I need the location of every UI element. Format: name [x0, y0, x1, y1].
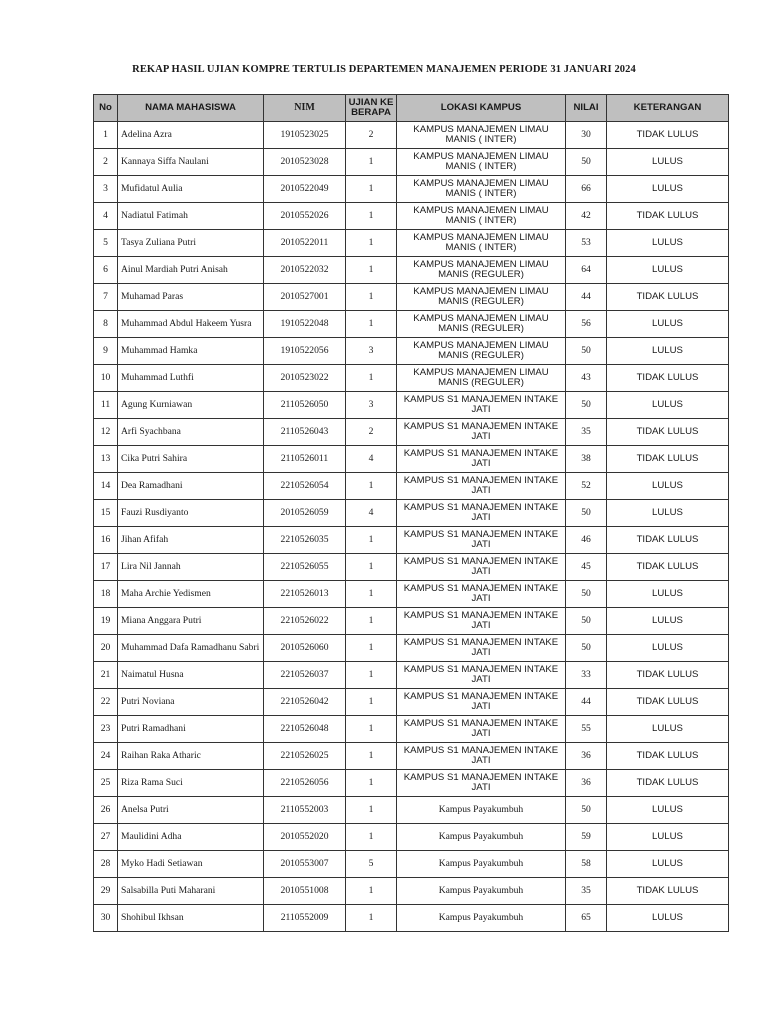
cell-nilai: 52 [566, 473, 607, 500]
cell-lokasi-kampus: KAMPUS MANAJEMEN LIMAU MANIS ( INTER) [397, 149, 566, 176]
cell-lokasi-kampus: KAMPUS S1 MANAJEMEN INTAKE JATI [397, 608, 566, 635]
cell-nama-mahasiswa: Putri Ramadhani [118, 716, 264, 743]
cell-nim: 2010526059 [264, 500, 346, 527]
cell-nilai: 50 [566, 392, 607, 419]
cell-lokasi-kampus: KAMPUS S1 MANAJEMEN INTAKE JATI [397, 716, 566, 743]
cell-ujian-ke: 2 [346, 419, 397, 446]
cell-ujian-ke: 1 [346, 797, 397, 824]
cell-nim: 2010523022 [264, 365, 346, 392]
cell-nim: 2210526025 [264, 743, 346, 770]
cell-no: 9 [94, 338, 118, 365]
table-row [94, 662, 729, 689]
cell-nama-mahasiswa: Adelina Azra [118, 122, 264, 149]
cell-ujian-ke: 1 [346, 662, 397, 689]
cell-ujian-ke: 1 [346, 365, 397, 392]
cell-lokasi-kampus: KAMPUS MANAJEMEN LIMAU MANIS ( INTER) [397, 122, 566, 149]
cell-nilai: 50 [566, 500, 607, 527]
cell-keterangan: TIDAK LULUS [607, 554, 729, 581]
cell-nim: 2010553007 [264, 851, 346, 878]
cell-nim: 2210526022 [264, 608, 346, 635]
cell-nilai: 43 [566, 365, 607, 392]
cell-nim: 2210526055 [264, 554, 346, 581]
cell-nama-mahasiswa: Fauzi Rusdiyanto [118, 500, 264, 527]
header-no: No [94, 95, 118, 122]
cell-no: 22 [94, 689, 118, 716]
cell-lokasi-kampus: KAMPUS MANAJEMEN LIMAU MANIS ( INTER) [397, 203, 566, 230]
cell-nama-mahasiswa: Arfi Syachbana [118, 419, 264, 446]
cell-nim: 2010522032 [264, 257, 346, 284]
cell-nim: 2110552009 [264, 905, 346, 932]
cell-nim: 2110552003 [264, 797, 346, 824]
cell-lokasi-kampus: KAMPUS MANAJEMEN LIMAU MANIS ( INTER) [397, 230, 566, 257]
cell-nim: 2210526048 [264, 716, 346, 743]
cell-keterangan: LULUS [607, 311, 729, 338]
cell-ujian-ke: 1 [346, 608, 397, 635]
cell-nim: 2210526054 [264, 473, 346, 500]
cell-nilai: 55 [566, 716, 607, 743]
cell-nilai: 35 [566, 878, 607, 905]
table-row [94, 851, 729, 878]
cell-no: 24 [94, 743, 118, 770]
cell-nama-mahasiswa: Myko Hadi Setiawan [118, 851, 264, 878]
cell-no: 30 [94, 905, 118, 932]
cell-nim: 1910523025 [264, 122, 346, 149]
cell-lokasi-kampus: KAMPUS S1 MANAJEMEN INTAKE JATI [397, 743, 566, 770]
cell-no: 3 [94, 176, 118, 203]
header-nilai: NILAI [566, 95, 607, 122]
cell-lokasi-kampus: KAMPUS S1 MANAJEMEN INTAKE JATI [397, 662, 566, 689]
cell-ujian-ke: 1 [346, 824, 397, 851]
cell-nilai: 50 [566, 581, 607, 608]
cell-keterangan: LULUS [607, 338, 729, 365]
table-row [94, 446, 729, 473]
cell-nilai: 45 [566, 554, 607, 581]
table-row [94, 581, 729, 608]
cell-lokasi-kampus: KAMPUS S1 MANAJEMEN INTAKE JATI [397, 392, 566, 419]
cell-keterangan: LULUS [607, 716, 729, 743]
cell-nama-mahasiswa: Raihan Raka Atharic [118, 743, 264, 770]
cell-nama-mahasiswa: Muhammad Abdul Hakeem Yusra [118, 311, 264, 338]
cell-no: 29 [94, 878, 118, 905]
table-row [94, 554, 729, 581]
cell-keterangan: TIDAK LULUS [607, 419, 729, 446]
cell-no: 27 [94, 824, 118, 851]
cell-nama-mahasiswa: Tasya Zuliana Putri [118, 230, 264, 257]
cell-nama-mahasiswa: Muhammad Luthfi [118, 365, 264, 392]
cell-nim: 2010523028 [264, 149, 346, 176]
cell-nama-mahasiswa: Mufidatul Aulia [118, 176, 264, 203]
cell-lokasi-kampus: KAMPUS S1 MANAJEMEN INTAKE JATI [397, 419, 566, 446]
cell-no: 18 [94, 581, 118, 608]
cell-ujian-ke: 1 [346, 554, 397, 581]
cell-ujian-ke: 1 [346, 743, 397, 770]
cell-nilai: 50 [566, 338, 607, 365]
cell-nilai: 66 [566, 176, 607, 203]
cell-nim: 2010527001 [264, 284, 346, 311]
cell-keterangan: LULUS [607, 797, 729, 824]
table-row [94, 419, 729, 446]
header-lokasi-kampus: LOKASI KAMPUS [397, 95, 566, 122]
cell-lokasi-kampus: KAMPUS S1 MANAJEMEN INTAKE JATI [397, 689, 566, 716]
cell-nama-mahasiswa: Putri Noviana [118, 689, 264, 716]
cell-no: 11 [94, 392, 118, 419]
cell-nama-mahasiswa: Salsabilla Puti Maharani [118, 878, 264, 905]
cell-nim: 2210526037 [264, 662, 346, 689]
cell-no: 1 [94, 122, 118, 149]
cell-lokasi-kampus: KAMPUS MANAJEMEN LIMAU MANIS (REGULER) [397, 311, 566, 338]
cell-no: 19 [94, 608, 118, 635]
table-row [94, 203, 729, 230]
cell-nim: 2210526013 [264, 581, 346, 608]
cell-no: 14 [94, 473, 118, 500]
table-row [94, 365, 729, 392]
cell-nilai: 50 [566, 149, 607, 176]
cell-nim: 2210526035 [264, 527, 346, 554]
table-row [94, 716, 729, 743]
cell-ujian-ke: 1 [346, 689, 397, 716]
cell-nama-mahasiswa: Maulidini Adha [118, 824, 264, 851]
cell-keterangan: LULUS [607, 500, 729, 527]
cell-nilai: 64 [566, 257, 607, 284]
cell-no: 15 [94, 500, 118, 527]
cell-lokasi-kampus: KAMPUS MANAJEMEN LIMAU MANIS (REGULER) [397, 284, 566, 311]
cell-no: 7 [94, 284, 118, 311]
cell-keterangan: LULUS [607, 257, 729, 284]
cell-ujian-ke: 1 [346, 230, 397, 257]
document-title: REKAP HASIL UJIAN KOMPRE TERTULIS DEPARTEMEN MANAJEMEN PERIODE 31 JANUARI 2024 [132, 64, 636, 75]
cell-ujian-ke: 1 [346, 878, 397, 905]
cell-nilai: 50 [566, 797, 607, 824]
cell-nilai: 44 [566, 284, 607, 311]
cell-nama-mahasiswa: Maha Archie Yedismen [118, 581, 264, 608]
table-row [94, 527, 729, 554]
cell-nama-mahasiswa: Muhammad Hamka [118, 338, 264, 365]
cell-ujian-ke: 1 [346, 716, 397, 743]
cell-ujian-ke: 1 [346, 149, 397, 176]
cell-nilai: 42 [566, 203, 607, 230]
cell-keterangan: TIDAK LULUS [607, 689, 729, 716]
cell-lokasi-kampus: Kampus Payakumbuh [397, 851, 566, 878]
cell-keterangan: LULUS [607, 851, 729, 878]
cell-lokasi-kampus: Kampus Payakumbuh [397, 797, 566, 824]
header-ujian-ke: UJIAN KE BERAPA [346, 95, 397, 122]
cell-lokasi-kampus: KAMPUS MANAJEMEN LIMAU MANIS (REGULER) [397, 257, 566, 284]
cell-no: 6 [94, 257, 118, 284]
cell-lokasi-kampus: Kampus Payakumbuh [397, 905, 566, 932]
cell-lokasi-kampus: KAMPUS S1 MANAJEMEN INTAKE JATI [397, 446, 566, 473]
cell-ujian-ke: 2 [346, 122, 397, 149]
cell-lokasi-kampus: KAMPUS MANAJEMEN LIMAU MANIS (REGULER) [397, 365, 566, 392]
table-row [94, 905, 729, 932]
cell-nim: 2110526050 [264, 392, 346, 419]
cell-nilai: 44 [566, 689, 607, 716]
cell-nim: 2010522011 [264, 230, 346, 257]
cell-no: 17 [94, 554, 118, 581]
cell-keterangan: TIDAK LULUS [607, 878, 729, 905]
cell-nim: 2110526043 [264, 419, 346, 446]
cell-nilai: 36 [566, 770, 607, 797]
cell-lokasi-kampus: KAMPUS S1 MANAJEMEN INTAKE JATI [397, 581, 566, 608]
cell-ujian-ke: 1 [346, 635, 397, 662]
header-nama-mahasiswa: NAMA MAHASISWA [118, 95, 264, 122]
cell-no: 5 [94, 230, 118, 257]
cell-nama-mahasiswa: Kannaya Siffa Naulani [118, 149, 264, 176]
cell-lokasi-kampus: KAMPUS S1 MANAJEMEN INTAKE JATI [397, 500, 566, 527]
cell-no: 4 [94, 203, 118, 230]
cell-lokasi-kampus: KAMPUS S1 MANAJEMEN INTAKE JATI [397, 473, 566, 500]
cell-nama-mahasiswa: Ainul Mardiah Putri Anisah [118, 257, 264, 284]
cell-no: 26 [94, 797, 118, 824]
cell-no: 12 [94, 419, 118, 446]
table-row [94, 473, 729, 500]
table-row [94, 797, 729, 824]
cell-nama-mahasiswa: Miana Anggara Putri [118, 608, 264, 635]
table-row [94, 824, 729, 851]
cell-nama-mahasiswa: Shohibul Ikhsan [118, 905, 264, 932]
cell-lokasi-kampus: Kampus Payakumbuh [397, 878, 566, 905]
cell-ujian-ke: 4 [346, 446, 397, 473]
cell-nama-mahasiswa: Muhamad Paras [118, 284, 264, 311]
cell-keterangan: LULUS [607, 581, 729, 608]
cell-keterangan: LULUS [607, 635, 729, 662]
cell-nama-mahasiswa: Naimatul Husna [118, 662, 264, 689]
cell-keterangan: TIDAK LULUS [607, 770, 729, 797]
table-row [94, 635, 729, 662]
table-row [94, 149, 729, 176]
table-row [94, 743, 729, 770]
cell-nilai: 58 [566, 851, 607, 878]
cell-nilai: 35 [566, 419, 607, 446]
cell-no: 21 [94, 662, 118, 689]
cell-lokasi-kampus: KAMPUS MANAJEMEN LIMAU MANIS ( INTER) [397, 176, 566, 203]
cell-nilai: 30 [566, 122, 607, 149]
cell-keterangan: LULUS [607, 905, 729, 932]
table-row [94, 176, 729, 203]
cell-lokasi-kampus: KAMPUS S1 MANAJEMEN INTAKE JATI [397, 554, 566, 581]
cell-nama-mahasiswa: Jihan Afifah [118, 527, 264, 554]
cell-nim: 2010551008 [264, 878, 346, 905]
cell-nilai: 56 [566, 311, 607, 338]
table-row [94, 770, 729, 797]
cell-ujian-ke: 1 [346, 203, 397, 230]
header-nim: NIM [264, 95, 346, 122]
cell-ujian-ke: 3 [346, 392, 397, 419]
cell-no: 28 [94, 851, 118, 878]
cell-no: 10 [94, 365, 118, 392]
table-row [94, 311, 729, 338]
table-row [94, 392, 729, 419]
cell-nim: 2110526011 [264, 446, 346, 473]
table-row [94, 878, 729, 905]
cell-ujian-ke: 1 [346, 311, 397, 338]
table-row [94, 338, 729, 365]
cell-lokasi-kampus: KAMPUS S1 MANAJEMEN INTAKE JATI [397, 527, 566, 554]
table-header-row [94, 95, 729, 122]
cell-keterangan: TIDAK LULUS [607, 662, 729, 689]
cell-no: 2 [94, 149, 118, 176]
cell-nilai: 50 [566, 608, 607, 635]
table-row [94, 284, 729, 311]
cell-nilai: 53 [566, 230, 607, 257]
cell-keterangan: LULUS [607, 230, 729, 257]
cell-ujian-ke: 1 [346, 473, 397, 500]
cell-keterangan: LULUS [607, 392, 729, 419]
cell-lokasi-kampus: KAMPUS S1 MANAJEMEN INTAKE JATI [397, 635, 566, 662]
cell-keterangan: TIDAK LULUS [607, 743, 729, 770]
cell-ujian-ke: 1 [346, 257, 397, 284]
table-row [94, 689, 729, 716]
cell-ujian-ke: 1 [346, 176, 397, 203]
cell-no: 23 [94, 716, 118, 743]
cell-nim: 2010552020 [264, 824, 346, 851]
cell-nama-mahasiswa: Dea Ramadhani [118, 473, 264, 500]
cell-nilai: 36 [566, 743, 607, 770]
cell-ujian-ke: 5 [346, 851, 397, 878]
cell-nim: 2210526056 [264, 770, 346, 797]
cell-no: 20 [94, 635, 118, 662]
cell-nim: 2010526060 [264, 635, 346, 662]
cell-keterangan: TIDAK LULUS [607, 446, 729, 473]
cell-nilai: 46 [566, 527, 607, 554]
cell-no: 16 [94, 527, 118, 554]
cell-keterangan: LULUS [607, 608, 729, 635]
cell-keterangan: LULUS [607, 473, 729, 500]
cell-lokasi-kampus: KAMPUS S1 MANAJEMEN INTAKE JATI [397, 770, 566, 797]
cell-nama-mahasiswa: Cika Putri Sahira [118, 446, 264, 473]
cell-nilai: 33 [566, 662, 607, 689]
table-row [94, 257, 729, 284]
cell-nilai: 59 [566, 824, 607, 851]
cell-keterangan: TIDAK LULUS [607, 122, 729, 149]
cell-keterangan: TIDAK LULUS [607, 284, 729, 311]
cell-nim: 2210526042 [264, 689, 346, 716]
cell-nim: 2010522049 [264, 176, 346, 203]
cell-nama-mahasiswa: Nadiatul Fatimah [118, 203, 264, 230]
cell-nama-mahasiswa: Agung Kurniawan [118, 392, 264, 419]
cell-no: 8 [94, 311, 118, 338]
cell-nilai: 65 [566, 905, 607, 932]
cell-nim: 1910522056 [264, 338, 346, 365]
cell-ujian-ke: 1 [346, 284, 397, 311]
header-keterangan: KETERANGAN [607, 95, 729, 122]
cell-keterangan: TIDAK LULUS [607, 527, 729, 554]
table-row [94, 608, 729, 635]
cell-no: 25 [94, 770, 118, 797]
cell-ujian-ke: 4 [346, 500, 397, 527]
cell-nim: 2010552026 [264, 203, 346, 230]
table-row [94, 122, 729, 149]
cell-nama-mahasiswa: Riza Rama Suci [118, 770, 264, 797]
table-body [94, 122, 729, 932]
table-row [94, 230, 729, 257]
results-table [93, 94, 729, 932]
cell-keterangan: LULUS [607, 176, 729, 203]
cell-nim: 1910522048 [264, 311, 346, 338]
cell-ujian-ke: 1 [346, 527, 397, 554]
cell-ujian-ke: 1 [346, 905, 397, 932]
cell-ujian-ke: 1 [346, 770, 397, 797]
cell-lokasi-kampus: Kampus Payakumbuh [397, 824, 566, 851]
cell-nama-mahasiswa: Lira Nil Jannah [118, 554, 264, 581]
cell-keterangan: LULUS [607, 824, 729, 851]
cell-nama-mahasiswa: Muhammad Dafa Ramadhanu Sabri [118, 635, 264, 662]
cell-keterangan: LULUS [607, 149, 729, 176]
cell-no: 13 [94, 446, 118, 473]
cell-keterangan: TIDAK LULUS [607, 365, 729, 392]
table-row [94, 500, 729, 527]
cell-nilai: 38 [566, 446, 607, 473]
cell-ujian-ke: 1 [346, 581, 397, 608]
cell-ujian-ke: 3 [346, 338, 397, 365]
cell-nama-mahasiswa: Anelsa Putri [118, 797, 264, 824]
cell-nilai: 50 [566, 635, 607, 662]
cell-keterangan: TIDAK LULUS [607, 203, 729, 230]
cell-lokasi-kampus: KAMPUS MANAJEMEN LIMAU MANIS (REGULER) [397, 338, 566, 365]
